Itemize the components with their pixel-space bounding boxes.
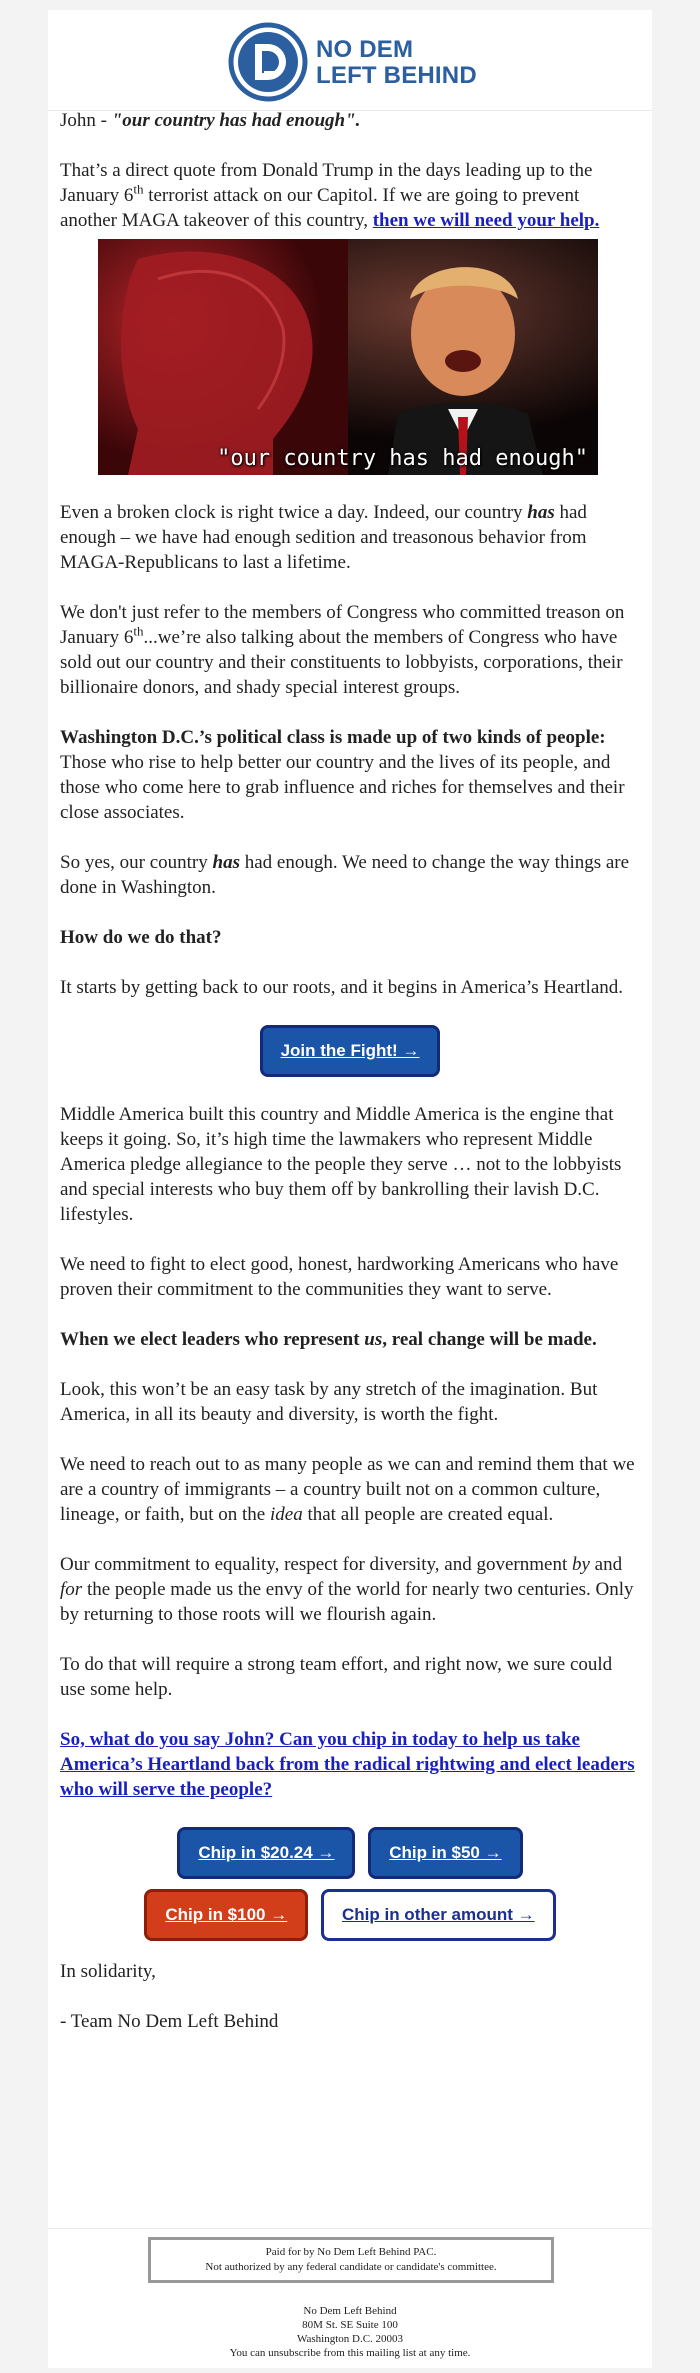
p13-emphasis-for: for [60,1579,83,1600]
brand-line-2: LEFT BEHIND [316,62,477,89]
p13-text-a: Our commitment to equality, respect for diversity, and government [60,1554,572,1575]
p3-text-b: ...we’re also talking about the members of Congress who have sold out our country and their constituents to lobbyists, corporations, their billionaire donors, and shady special interest groups. [60,627,623,698]
brand-line-1: NO DEM [316,36,414,63]
footer-divider [48,2228,652,2229]
hero-image[interactable] [98,239,598,475]
paragraph-roots: It starts by getting back to our roots, and it begins in America’s Heartland. [60,977,624,998]
paragraph-change [60,850,640,900]
chip-other-amount-button[interactable]: Chip in other amount → [321,1889,556,1941]
paragraph-elect: We need to fight to elect good, honest, hardworking Americans who have proven their commitment to the communities they want to serve. [60,1254,619,1300]
subheading-how [60,925,640,950]
paragraph-political-class [60,725,640,825]
message-content [60,108,640,2059]
p4-bold: Washington D.C.’s political class is made up of two kinds of people: [60,727,606,748]
paragraph-broken-clock [60,500,640,575]
logo-d-icon [228,22,308,102]
chip-50-button[interactable]: Chip in $50 → [368,1827,522,1879]
footer-address [48,2304,652,2360]
email-body [48,10,652,2368]
p5-emphasis: has [212,852,240,873]
p13-emphasis-by: by [571,1554,590,1575]
unsubscribe-text[interactable]: You can unsubscribe from this mailing list at any time. [229,2347,471,2359]
join-button-row [60,1025,640,1077]
p2-emphasis: has [527,502,555,523]
paragraph-equality [60,1552,640,1627]
paragraph-treason [60,600,640,700]
p2-text-b: had enough – we have had enough sedition and treasonous behavior from MAGA-Republicans to last a lifetime. [60,502,587,573]
hero-caption: "our country has had enough" [217,446,588,471]
city-address: Washington D.C. 20003 [296,2333,404,2345]
greeting-quote: "our country has had enough". [111,110,361,131]
p10-emphasis: us [364,1329,383,1350]
paragraph-worth-fight: Look, this won’t be an easy task by any stretch of the imagination. But America, in all its beauty and diversity, is worth the fight. [60,1379,598,1425]
p13-text-c: the people made us the envy of the world for nearly two centuries. Only by returning to those roots will we flourish again. [60,1579,634,1625]
how-text: How do we do that? [60,927,222,948]
paragraph-ask [60,1727,640,1802]
intro-text-b: terrorist attack on our Capitol. If we are going to prevent another MAGA takeover of this country, [60,185,580,231]
intro-text-a: That’s a direct quote from Donald Trump in the days leading up to the January 6 [60,160,593,206]
p5-text-b: had enough. We need to change the way things are done in Washington. [60,852,630,898]
p10-text-a: When we elect leaders who represent [60,1329,365,1350]
p12-text-b: that all people are created equal. [302,1504,554,1525]
brand-logo[interactable] [228,22,488,102]
paid-for-box [148,2237,554,2283]
p10-text-b: , real change will be made. [382,1329,597,1350]
p3-text-a: We don't just refer to the members of Congress who committed treason on January 6 [60,602,625,648]
paragraph-immigrants [60,1452,640,1527]
help-link[interactable]: then we will need your help. [372,210,600,231]
p5-text-a: So yes, our country [60,852,213,873]
org-name: No Dem Left Behind [303,2305,397,2317]
brand-name [316,37,477,89]
donation-row-2 [60,1889,640,1941]
p4-rest: Those who rise to help better our country and the lives of its people, and those who come here to grab influence and riches for themselves and their close associates. [60,752,625,823]
donation-row-1 [60,1827,640,1879]
paragraph-middle-america: Middle America built this country and Middle America is the engine that keeps it going. So, it’s high time the lawmakers who represent Middle America pledge allegiance to the people they serve … not to the lobbyists and special interests who buy them off by bankrolling their lavish D.C. lifestyles. [60,1104,622,1225]
intro-sup: th [133,181,144,197]
p12-emphasis: idea [270,1504,303,1525]
authorization-text: Not authorized by any federal candidate or candidate's committee. [205,2261,497,2273]
paragraph-team-effort: To do that will require a strong team effort, and right now, we sure could use some help. [60,1654,613,1700]
street-address: 80M St. SE Suite 100 [302,2319,398,2331]
chip-100-button[interactable]: Chip in $100 → [144,1889,308,1941]
greeting-prefix: John - [60,110,112,131]
p13-text-b: and [589,1554,623,1575]
join-fight-button[interactable]: Join the Fight! → [260,1025,441,1077]
greeting [60,108,640,133]
paragraph-real-change [60,1327,640,1352]
chip-in-ask-link[interactable]: So, what do you say John? Can you chip in today to help us take America’s Heartland back from the radical rightwing and elect leaders who will serve the people? [60,1729,635,1800]
trump-photo-image [98,239,598,475]
signature: - Team No Dem Left Behind [60,2011,279,2032]
paragraph-intro [60,158,640,233]
p2-text-a: Even a broken clock is right twice a day. Indeed, our country [60,502,528,523]
paid-for-text: Paid for by No Dem Left Behind PAC. [265,2246,437,2258]
signoff: In solidarity, [60,1961,156,1982]
chip-2024-button[interactable]: Chip in $20.24 → [177,1827,355,1879]
p12-text-a: We need to reach out to as many people as we can and remind them that we are a country of immigrants – a country built not on a common culture, lineage, or faith, but on the [60,1454,635,1525]
p3-sup: th [133,623,144,639]
